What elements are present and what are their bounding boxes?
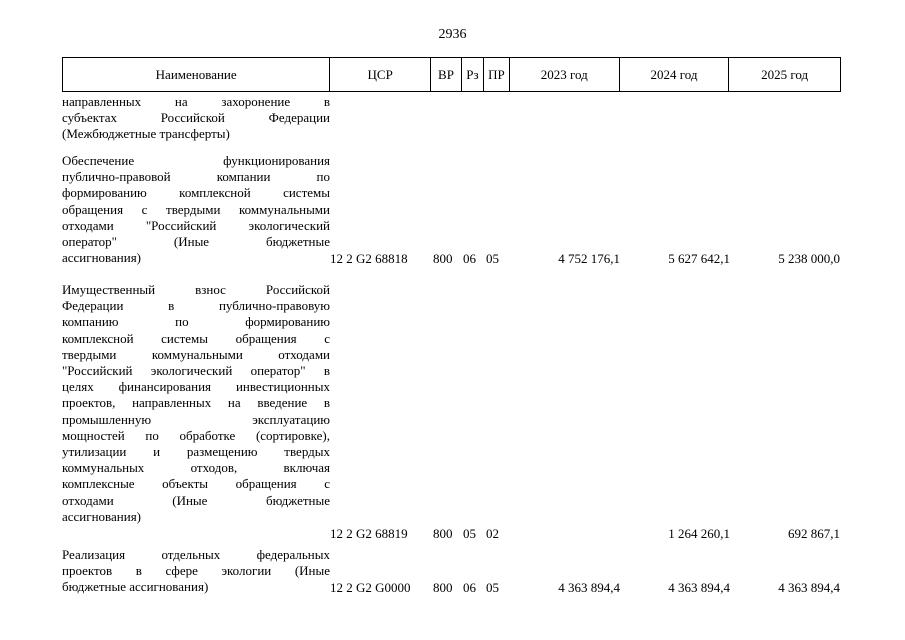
row-name-line: (Межбюджетные трансферты) <box>62 126 230 142</box>
table-row <box>62 153 841 267</box>
row-name-line: ассигнования) <box>62 508 142 524</box>
row-2025: 4 363 894,4 <box>778 579 840 595</box>
row-vr: 800 <box>433 250 453 266</box>
row-name-line: мощностей по обработке (сортировке), <box>62 427 330 443</box>
row-name <box>62 547 330 596</box>
row-rz: 06 <box>463 250 476 266</box>
row-name-line: оператор" (Иные бюджетные <box>62 234 330 250</box>
header-2023: 2023 год <box>510 58 620 91</box>
row-csr: 12 2 G2 G0000 <box>330 579 411 595</box>
row-name <box>62 94 330 143</box>
header-2024: 2024 год <box>620 58 730 91</box>
row-name-line: комплексные объекты обращения с <box>62 476 330 492</box>
row-pr: 02 <box>486 525 499 541</box>
row-name-line: бюджетные ассигнования) <box>62 579 209 595</box>
header-pr: ПР <box>484 58 510 91</box>
row-name-line: Федерации в публично-правовую <box>62 298 330 314</box>
row-name-line: формированию комплексной системы <box>62 185 330 201</box>
row-rz: 05 <box>463 525 476 541</box>
row-name-line: комплексной системы обращения с <box>62 330 330 346</box>
row-csr: 12 2 G2 68818 <box>330 250 408 266</box>
row-vr: 800 <box>433 525 453 541</box>
row-pr: 05 <box>486 250 499 266</box>
header-csr: ЦСР <box>330 58 431 91</box>
row-vr: 800 <box>433 579 453 595</box>
header-name: Наименование <box>63 58 330 91</box>
row-name-line: отходами "Российский экологический <box>62 217 330 233</box>
header-2025: 2025 год <box>761 66 809 82</box>
row-name-line: обращения с твердыми коммунальными <box>62 201 330 217</box>
row-pr: 05 <box>486 579 499 595</box>
row-rz: 06 <box>463 579 476 595</box>
row-2023: 4 363 894,4 <box>558 579 620 595</box>
row-name <box>62 153 330 266</box>
table-header <box>62 57 841 92</box>
row-name-line: твердыми коммунальными отходами <box>62 346 330 362</box>
row-name-line: Реализация отдельных федеральных <box>62 547 330 562</box>
row-name-line: отходами (Иные бюджетные <box>62 492 330 508</box>
table-row <box>62 282 841 542</box>
row-2024: 5 627 642,1 <box>668 250 730 266</box>
row-name-line: проектов в сфере экологии (Иные <box>62 563 330 579</box>
header-rz: Рз <box>462 58 484 91</box>
row-name-line: Имущественный взнос Российской <box>62 282 330 297</box>
row-name-line: компанию по формированию <box>62 314 330 330</box>
row-2023: 4 752 176,1 <box>558 250 620 266</box>
table-row <box>62 94 841 143</box>
page-number: 2936 <box>438 27 467 42</box>
row-2025: 5 238 000,0 <box>778 250 840 266</box>
row-name-line: публично-правовой компании по <box>62 169 330 185</box>
row-name-line: коммунальных отходов, включая <box>62 460 330 476</box>
row-name-line: целях финансирования инвестиционных <box>62 379 330 395</box>
table-row <box>62 547 841 596</box>
row-name-line: направленных на захоронение в <box>62 94 330 109</box>
row-csr: 12 2 G2 68819 <box>330 525 408 541</box>
row-name <box>62 282 330 525</box>
row-name-line: промышленную эксплуатацию <box>62 411 330 427</box>
row-2024: 4 363 894,4 <box>668 579 730 595</box>
header-vr: ВР <box>431 58 462 91</box>
row-name-line: "Российский экологический оператор" в <box>62 363 330 379</box>
row-name-line: утилизации и размещению твердых <box>62 444 330 460</box>
row-name-line: проектов, направленных на введение в <box>62 395 330 411</box>
row-name-line: ассигнования) <box>62 250 142 266</box>
row-name-line: Обеспечение функционирования <box>62 153 330 168</box>
row-name-line: субъектах Российской Федерации <box>62 110 330 126</box>
row-2025: 692 867,1 <box>788 525 840 541</box>
row-2024: 1 264 260,1 <box>668 525 730 541</box>
